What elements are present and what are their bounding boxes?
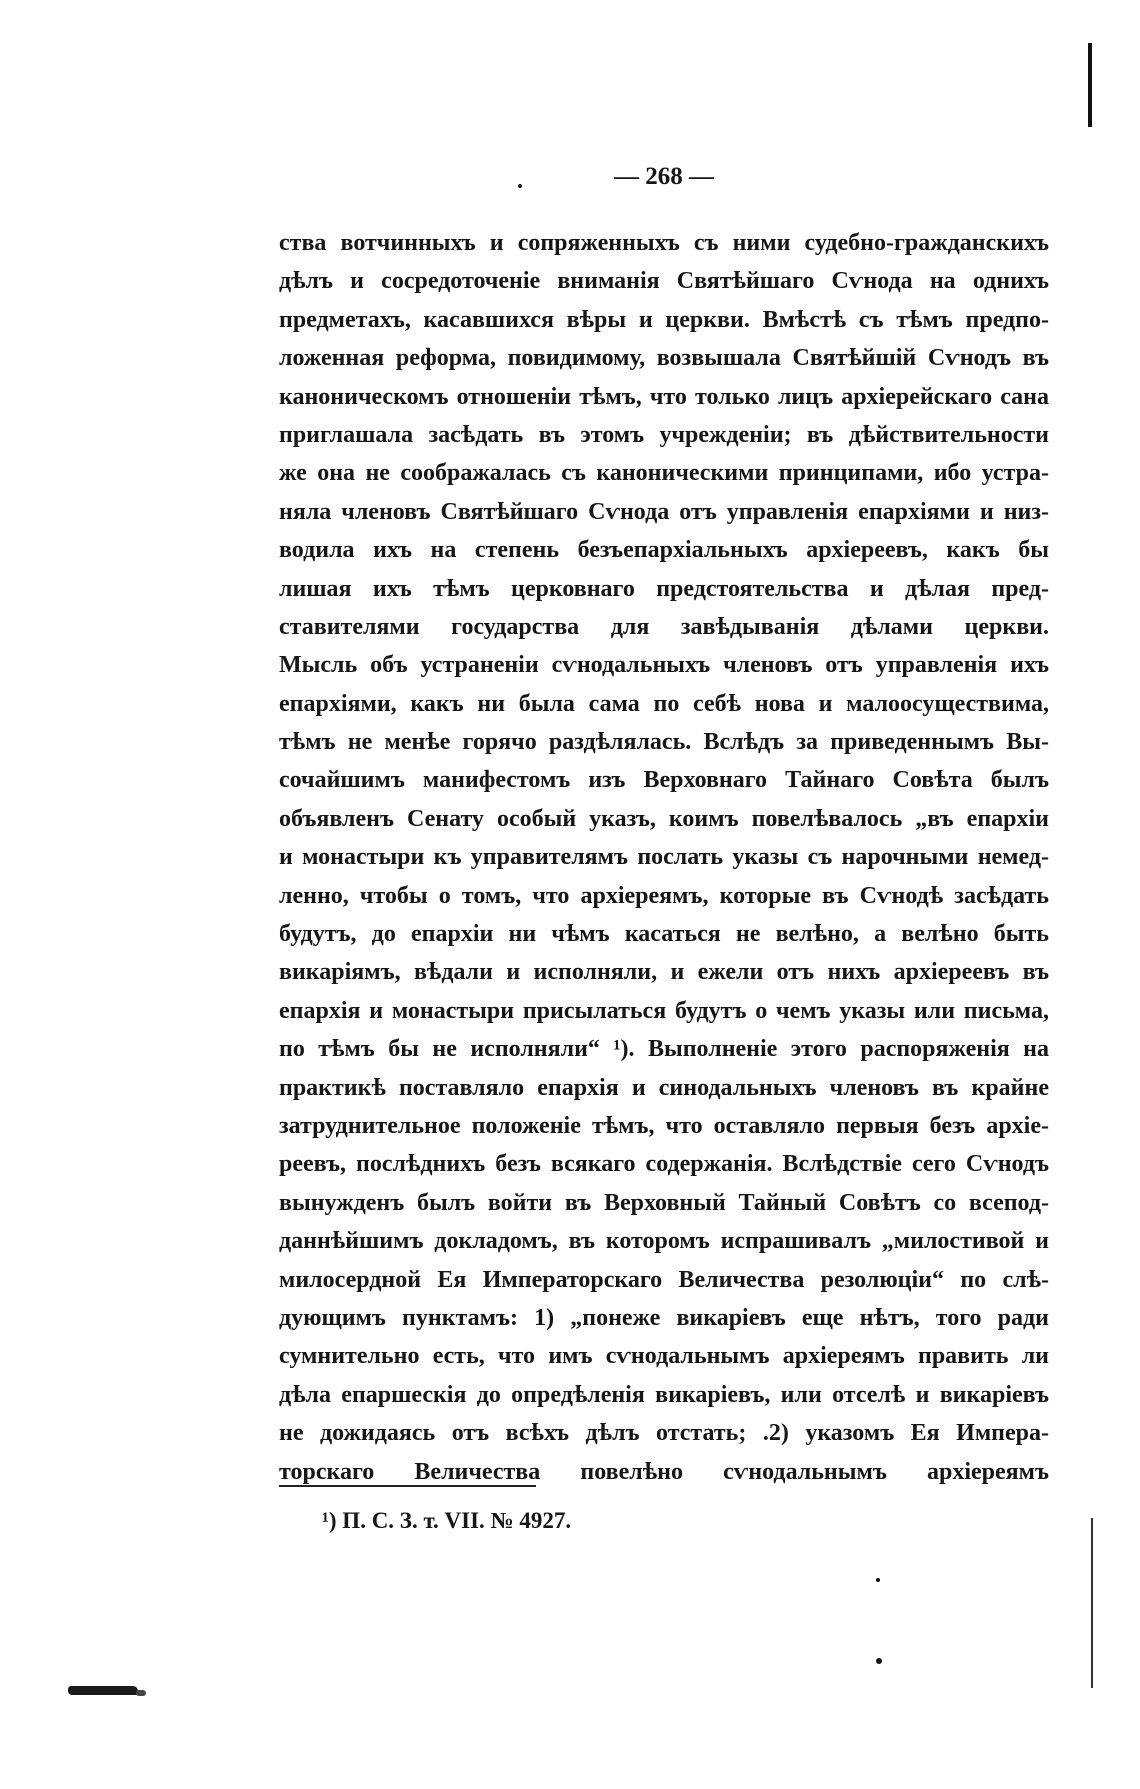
text-line: тѣмъ не менѣе горячо раздѣлялась. Вслѣдъ за приведеннымъ Вы- bbox=[279, 729, 1049, 756]
text-line: сочайшимъ манифестомъ изъ Верховнаго Тайнаго Совѣта былъ bbox=[279, 767, 1049, 794]
text-line: будутъ, до епархіи ни чѣмъ касаться не велѣно, а велѣно быть bbox=[279, 921, 1049, 948]
text-line: епархія и монастыри присылаться будутъ о чемъ указы или письма, bbox=[279, 997, 1049, 1024]
text-line: ложенная реформа, повидимому, возвышала Святѣйшій Сѵнодъ въ bbox=[279, 345, 1049, 372]
text-line: даннѣйшимъ докладомъ, въ которомъ испрашивалъ „милостивой и bbox=[279, 1228, 1049, 1255]
text-line: торскаго Величества повелѣно сѵнодальнымъ архіереямъ bbox=[279, 1458, 1049, 1485]
text-line: сумнительно есть, что имъ сѵнодальнымъ архіереямъ править ли bbox=[279, 1343, 1049, 1370]
footnote: ¹) П. С. З. т. VII. № 4927. bbox=[322, 1508, 572, 1533]
text-line: няла членовъ Святѣйшаго Сѵнода отъ управленія епархіями и низ- bbox=[279, 498, 1049, 525]
ink-speck bbox=[876, 1658, 882, 1664]
text-line: предметахъ, касавшихся вѣры и церкви. Вмѣстѣ съ тѣмъ предпо- bbox=[279, 306, 1049, 333]
ink-smudge bbox=[136, 1690, 146, 1696]
body-text bbox=[279, 224, 1049, 1491]
text-line: лишая ихъ тѣмъ церковнаго предстоятельства и дѣлая пред- bbox=[279, 575, 1049, 602]
text-line: ства вотчинныхъ и сопряженныхъ съ ними судебно-гражданскихъ bbox=[279, 230, 1049, 256]
text-line: практикѣ поставляло епархія и синодальныхъ членовъ въ крайне bbox=[279, 1074, 1049, 1101]
text-line: ленно, чтобы о томъ, что архіереямъ, которые въ Сѵнодѣ засѣдать bbox=[279, 882, 1049, 909]
text-line: каноническомъ отношеніи тѣмъ, что только лицъ архіерейскаго сана bbox=[279, 383, 1049, 410]
scan-edge-mark bbox=[1091, 1518, 1093, 1688]
text-line: не дожидаясь отъ всѣхъ дѣлъ отстать; .2) указомъ Ея Импера- bbox=[279, 1420, 1049, 1447]
text-line: затруднительное положеніе тѣмъ, что оставляло первыя безъ архіе- bbox=[279, 1112, 1049, 1139]
text-line: и монастыри къ управителямъ послать указы съ нарочными немед- bbox=[279, 844, 1049, 871]
ink-smudge bbox=[68, 1686, 138, 1695]
text-line: Мысль объ устраненіи сѵнодальныхъ членовъ отъ управленія ихъ bbox=[279, 652, 1049, 679]
ink-speck bbox=[518, 184, 522, 188]
text-line: вынужденъ былъ войти въ Верховный Тайный Совѣтъ со всепод- bbox=[279, 1189, 1049, 1216]
text-line: дѣла епаршескія до опредѣленія викаріевъ, или отселѣ и викаріевъ bbox=[279, 1381, 1049, 1408]
text-line: дѣлъ и сосредоточеніе вниманія Святѣйшаго Сѵнода на однихъ bbox=[279, 268, 1049, 295]
text-line: епархіями, какъ ни была сама по себѣ нова и малоосуществима, bbox=[279, 690, 1049, 717]
page-number: — 268 — bbox=[614, 163, 714, 190]
text-line: по тѣмъ бы не исполняли“ ¹). Выполненіе этого распоряженія на bbox=[279, 1036, 1049, 1063]
text-line: реевъ, послѣднихъ безъ всякаго содержанія. Вслѣдствіе сего Сѵнодъ bbox=[279, 1151, 1049, 1178]
footnote-divider bbox=[279, 1485, 536, 1487]
ink-speck bbox=[876, 1578, 880, 1582]
text-line: приглашала засѣдать въ этомъ учрежденіи; въ дѣйствительности bbox=[279, 421, 1049, 448]
text-line: ставителями государства для завѣдыванія дѣлами церкви. bbox=[279, 613, 1049, 640]
text-line: объявленъ Сенату особый указъ, коимъ повелѣвалось „въ епархіи bbox=[279, 805, 1049, 832]
text-line: викаріямъ, вѣдали и исполняли, и ежели отъ нихъ архіереевъ въ bbox=[279, 959, 1049, 986]
text-line: же она не соображалась съ каноническими принципами, ибо устра- bbox=[279, 460, 1049, 487]
text-line: дующимъ пунктамъ: 1) „понеже викаріевъ еще нѣтъ, того ради bbox=[279, 1304, 1049, 1331]
text-line: милосердной Ея Императорскаго Величества резолюціи“ по слѣ- bbox=[279, 1266, 1049, 1293]
text-line: водила ихъ на степень безъепархіальныхъ архіереевъ, какъ бы bbox=[279, 537, 1049, 564]
scan-edge-mark bbox=[1088, 43, 1092, 127]
